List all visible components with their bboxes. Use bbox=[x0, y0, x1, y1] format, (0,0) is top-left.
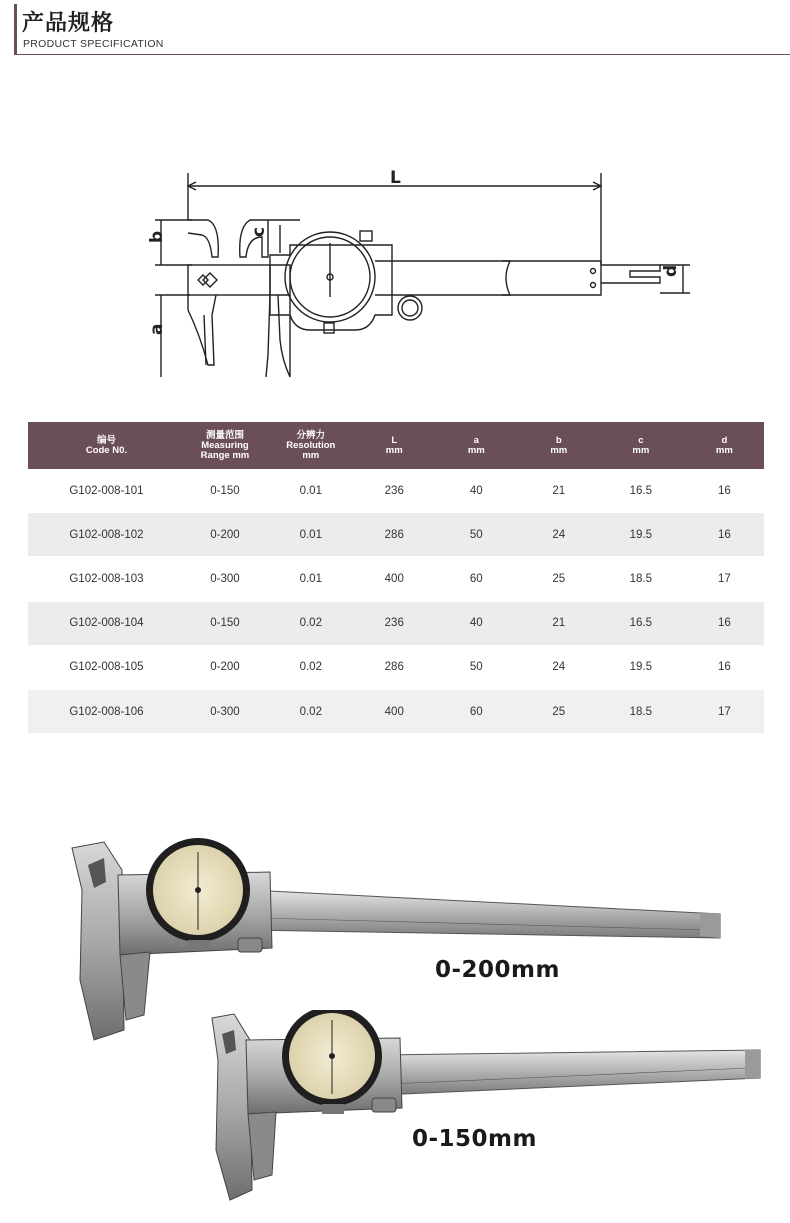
cell-code: G102-008-102 bbox=[28, 513, 185, 557]
dim-label-L: L bbox=[390, 168, 401, 188]
cell-code: G102-008-101 bbox=[28, 469, 185, 513]
cell-resolution: 0.01 bbox=[265, 513, 357, 557]
table-row bbox=[28, 689, 764, 733]
cell-code: G102-008-106 bbox=[28, 689, 185, 733]
spec-table bbox=[28, 422, 764, 734]
col-header-resolution: 分辨力 Resolution mm bbox=[265, 422, 357, 469]
cell-b: 24 bbox=[521, 513, 597, 557]
cell-L: 236 bbox=[357, 601, 432, 645]
cell-c: 18.5 bbox=[597, 689, 685, 733]
header-title-cn: 产品规格 bbox=[22, 11, 115, 36]
cell-code: G102-008-104 bbox=[28, 601, 185, 645]
cell-d: 16 bbox=[685, 469, 764, 513]
cell-b: 25 bbox=[521, 557, 597, 601]
cell-range: 0-150 bbox=[185, 601, 265, 645]
cell-a: 40 bbox=[432, 469, 521, 513]
cell-resolution: 0.02 bbox=[265, 645, 357, 689]
caliper-150mm-label: 0-150mm bbox=[412, 1126, 537, 1152]
caliper-200mm-label: 0-200mm bbox=[435, 957, 560, 983]
cell-L: 400 bbox=[357, 689, 432, 733]
col-header-range: 测量范围 Measuring Range mm bbox=[185, 422, 265, 469]
cell-range: 0-150 bbox=[185, 469, 265, 513]
cell-d: 16 bbox=[685, 513, 764, 557]
dim-label-a: a bbox=[147, 323, 167, 335]
cell-d: 16 bbox=[685, 601, 764, 645]
header-title-en: PRODUCT SPECIFICATION bbox=[23, 38, 164, 50]
cell-b: 25 bbox=[521, 689, 597, 733]
cell-d: 17 bbox=[685, 557, 764, 601]
cell-c: 19.5 bbox=[597, 513, 685, 557]
header-accent-bar bbox=[14, 4, 17, 54]
cell-resolution: 0.01 bbox=[265, 469, 357, 513]
cell-range: 0-200 bbox=[185, 513, 265, 557]
dim-label-d: d bbox=[661, 264, 681, 277]
cell-resolution: 0.01 bbox=[265, 557, 357, 601]
cell-c: 19.5 bbox=[597, 645, 685, 689]
col-header-L: L mm bbox=[357, 422, 432, 469]
cell-a: 40 bbox=[432, 601, 521, 645]
cell-c: 18.5 bbox=[597, 557, 685, 601]
cell-c: 16.5 bbox=[597, 601, 685, 645]
cell-code: G102-008-105 bbox=[28, 645, 185, 689]
spec-table-header-row bbox=[28, 422, 764, 469]
caliper-dimension-diagram bbox=[130, 165, 700, 380]
cell-range: 0-200 bbox=[185, 645, 265, 689]
col-header-a: a mm bbox=[432, 422, 521, 469]
cell-d: 16 bbox=[685, 645, 764, 689]
cell-L: 286 bbox=[357, 645, 432, 689]
cell-b: 21 bbox=[521, 469, 597, 513]
cell-b: 21 bbox=[521, 601, 597, 645]
cell-a: 60 bbox=[432, 689, 521, 733]
cell-b: 24 bbox=[521, 645, 597, 689]
col-header-code: 编号 Code N0. bbox=[28, 422, 185, 469]
table-row bbox=[28, 601, 764, 645]
section-header bbox=[0, 0, 790, 56]
cell-L: 400 bbox=[357, 557, 432, 601]
table-row bbox=[28, 513, 764, 557]
cell-code: G102-008-103 bbox=[28, 557, 185, 601]
dim-label-b: b bbox=[147, 230, 167, 243]
caliper-150mm-photo bbox=[200, 1010, 770, 1210]
header-divider bbox=[14, 54, 790, 55]
cell-range: 0-300 bbox=[185, 557, 265, 601]
cell-range: 0-300 bbox=[185, 689, 265, 733]
cell-resolution: 0.02 bbox=[265, 689, 357, 733]
col-header-d: d mm bbox=[685, 422, 764, 469]
cell-a: 60 bbox=[432, 557, 521, 601]
table-row bbox=[28, 469, 764, 513]
cell-L: 286 bbox=[357, 513, 432, 557]
cell-resolution: 0.02 bbox=[265, 601, 357, 645]
cell-a: 50 bbox=[432, 645, 521, 689]
cell-c: 16.5 bbox=[597, 469, 685, 513]
table-row bbox=[28, 557, 764, 601]
dim-label-c: c bbox=[249, 226, 269, 237]
col-header-c: c mm bbox=[597, 422, 685, 469]
cell-a: 50 bbox=[432, 513, 521, 557]
table-row bbox=[28, 645, 764, 689]
cell-d: 17 bbox=[685, 689, 764, 733]
cell-L: 236 bbox=[357, 469, 432, 513]
col-header-b: b mm bbox=[521, 422, 597, 469]
